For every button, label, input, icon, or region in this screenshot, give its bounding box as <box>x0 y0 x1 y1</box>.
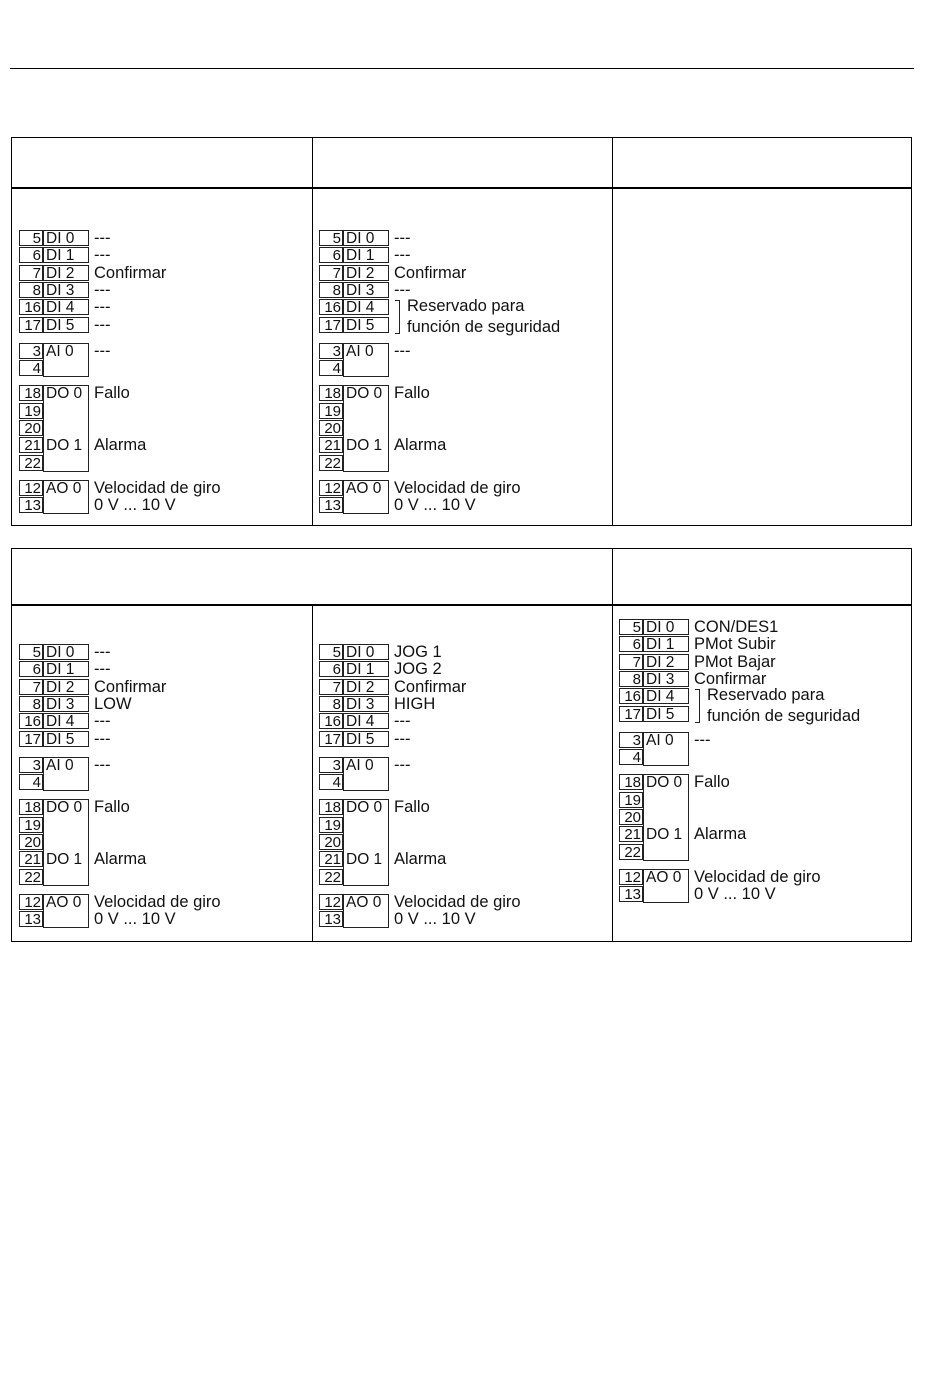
speed-output-text: Velocidad de giro <box>694 867 821 886</box>
terminal-pin-number: 7 <box>19 679 43 695</box>
terminal-pin-number: 13 <box>19 497 43 513</box>
fault-output-text: Fallo <box>94 798 130 817</box>
digital-input-label: DI 1 <box>343 661 389 677</box>
terminal-pin-number: 7 <box>319 679 343 695</box>
fault-output-text: Fallo <box>94 384 130 403</box>
terminal-pin-number: 17 <box>19 731 43 747</box>
fault-output-text: Fallo <box>394 798 430 817</box>
terminal-pin-number: 13 <box>319 497 343 513</box>
digital-input-label: DI 5 <box>343 731 389 747</box>
terminal-pin-number: 16 <box>619 688 643 704</box>
input-function-text: --- <box>94 643 111 661</box>
digital-input-label: DI 3 <box>643 671 689 687</box>
digital-input-label: DI 1 <box>343 247 389 263</box>
terminal-pin-number: 7 <box>319 265 343 281</box>
digital-input-label: DI 2 <box>43 679 89 695</box>
terminal-pin-number: 5 <box>19 644 43 660</box>
terminal-pin-number: 16 <box>319 299 343 315</box>
analog-output-box <box>43 480 89 515</box>
terminal-pin-number: 20 <box>319 834 343 850</box>
digital-input-label: DI 4 <box>643 688 689 704</box>
fault-output-text: Fallo <box>694 773 730 792</box>
fault-output-text: Fallo <box>394 384 430 403</box>
terminal-pin-number: 21 <box>619 826 643 842</box>
safety-function-text: función de seguridad <box>407 318 561 337</box>
terminal-pin-number: 16 <box>19 299 43 315</box>
analog-input-label: AI 0 <box>346 342 374 360</box>
terminal-pin-number: 8 <box>319 282 343 298</box>
terminal-pin-number: 4 <box>319 774 343 790</box>
terminal-pin-number: 8 <box>19 696 43 712</box>
input-function-text: --- <box>394 280 411 299</box>
analog-input-function-text: --- <box>94 755 111 774</box>
digital-output-1-label: DO 1 <box>646 826 683 844</box>
terminal-pin-number: 13 <box>619 886 643 902</box>
terminal-pin-number: 8 <box>619 671 643 687</box>
speed-output-text: Velocidad de giro <box>394 478 521 497</box>
terminal-pin-number: 20 <box>19 834 43 850</box>
terminal-pin-number: 22 <box>19 869 43 885</box>
digital-input-label: DI 0 <box>343 230 389 246</box>
digital-input-label: DI 1 <box>43 661 89 677</box>
input-function-text: --- <box>94 729 111 748</box>
digital-input-label: DI 5 <box>43 731 89 747</box>
input-function-text: PMot Subir <box>694 635 776 654</box>
input-function-text: --- <box>94 246 111 265</box>
column-divider <box>612 138 613 525</box>
analog-input-label: AI 0 <box>346 756 374 774</box>
voltage-range-text: 0 V ... 10 V <box>94 496 176 515</box>
digital-output-1-label: DO 1 <box>346 851 383 869</box>
input-function-text: LOW <box>94 694 132 713</box>
analog-output-label: AO 0 <box>46 893 82 911</box>
terminal-pin-number: 16 <box>19 713 43 729</box>
safety-reserved-text: Reservado para <box>707 686 825 705</box>
alarm-output-text: Alarma <box>394 850 447 869</box>
terminal-pin-number: 22 <box>319 455 343 471</box>
analog-output-label: AO 0 <box>346 479 382 497</box>
digital-input-label: DI 5 <box>343 317 389 333</box>
terminal-pin-number: 12 <box>19 894 43 910</box>
analog-input-function-text: --- <box>394 755 411 774</box>
terminal-pin-number: 21 <box>19 437 43 453</box>
terminal-pin-number: 17 <box>319 731 343 747</box>
wiring-table-2 <box>11 548 912 942</box>
terminal-pin-number: 4 <box>19 774 43 790</box>
digital-input-label: DI 4 <box>343 713 389 729</box>
terminal-pin-number: 6 <box>319 247 343 263</box>
digital-output-1-label: DO 1 <box>46 437 83 455</box>
analog-input-label: AI 0 <box>46 756 74 774</box>
digital-output-box <box>43 385 89 472</box>
digital-output-1-label: DO 1 <box>346 437 383 455</box>
column-divider <box>312 604 313 941</box>
speed-output-text: Velocidad de giro <box>94 892 221 911</box>
digital-output-0-label: DO 0 <box>646 774 683 792</box>
column-divider <box>612 549 613 941</box>
digital-output-0-label: DO 0 <box>46 385 83 403</box>
input-function-text: Confirmar <box>394 677 467 696</box>
digital-output-box <box>343 385 389 472</box>
terminal-pin-number: 5 <box>319 230 343 246</box>
input-function-text: --- <box>94 280 111 299</box>
terminal-pin-number: 12 <box>319 480 343 496</box>
digital-input-label: DI 4 <box>43 713 89 729</box>
input-function-text: JOG 2 <box>394 660 442 679</box>
digital-input-label: DI 2 <box>343 265 389 281</box>
analog-output-box <box>343 894 389 929</box>
input-function-text: --- <box>394 229 411 247</box>
digital-input-label: DI 4 <box>43 299 89 315</box>
input-function-text: CON/DES1 <box>694 618 779 636</box>
analog-output-box <box>643 869 689 904</box>
terminal-pin-number: 3 <box>619 732 643 748</box>
alarm-output-text: Alarma <box>394 436 447 455</box>
terminal-pin-number: 17 <box>619 706 643 722</box>
safety-bracket <box>695 689 700 723</box>
input-function-text: --- <box>394 729 411 748</box>
digital-input-label: DI 2 <box>643 654 689 670</box>
analog-input-function-text: --- <box>694 730 711 749</box>
terminal-pin-number: 7 <box>619 654 643 670</box>
digital-output-0-label: DO 0 <box>46 799 83 817</box>
input-function-text: Confirmar <box>694 669 767 688</box>
terminal-pin-number: 22 <box>19 455 43 471</box>
input-function-text: --- <box>94 660 111 679</box>
terminal-pin-number: 20 <box>319 420 343 436</box>
analog-input-box <box>343 343 389 378</box>
terminal-pin-number: 4 <box>319 360 343 376</box>
analog-input-box <box>43 757 89 792</box>
digital-output-0-label: DO 0 <box>346 385 383 403</box>
terminal-pin-number: 6 <box>19 247 43 263</box>
terminal-pin-number: 18 <box>19 385 43 401</box>
digital-output-0-label: DO 0 <box>346 799 383 817</box>
digital-input-label: DI 4 <box>343 299 389 315</box>
input-function-text: --- <box>94 712 111 731</box>
terminal-pin-number: 3 <box>319 757 343 773</box>
digital-input-label: DI 3 <box>43 696 89 712</box>
terminal-pin-number: 3 <box>19 343 43 359</box>
input-function-text: --- <box>394 246 411 265</box>
terminal-pin-number: 20 <box>19 420 43 436</box>
digital-input-label: DI 1 <box>643 636 689 652</box>
digital-output-box <box>43 799 89 886</box>
speed-output-text: Velocidad de giro <box>394 892 521 911</box>
terminal-pin-number: 19 <box>319 403 343 419</box>
terminal-pin-number: 3 <box>319 343 343 359</box>
input-function-text: --- <box>394 712 411 731</box>
input-function-text: --- <box>94 298 111 317</box>
table-2-header-right <box>612 549 911 606</box>
wiring-table-1 <box>11 137 912 526</box>
digital-input-label: DI 3 <box>43 282 89 298</box>
analog-input-box <box>43 343 89 378</box>
digital-input-label: DI 0 <box>43 230 89 246</box>
analog-input-function-text: --- <box>394 341 411 360</box>
analog-output-label: AO 0 <box>646 868 682 886</box>
terminal-pin-number: 18 <box>319 385 343 401</box>
terminal-pin-number: 18 <box>619 774 643 790</box>
digital-output-box <box>643 774 689 861</box>
digital-input-label: DI 0 <box>343 644 389 660</box>
digital-input-label: DI 2 <box>343 679 389 695</box>
digital-input-label: DI 3 <box>343 696 389 712</box>
terminal-pin-number: 19 <box>19 817 43 833</box>
terminal-pin-number: 12 <box>319 894 343 910</box>
terminal-pin-number: 20 <box>619 809 643 825</box>
terminal-pin-number: 5 <box>319 644 343 660</box>
voltage-range-text: 0 V ... 10 V <box>394 496 476 515</box>
terminal-pin-number: 19 <box>19 403 43 419</box>
terminal-pin-number: 4 <box>619 749 643 765</box>
terminal-pin-number: 12 <box>19 480 43 496</box>
digital-input-label: DI 2 <box>43 265 89 281</box>
terminal-pin-number: 21 <box>319 851 343 867</box>
analog-input-function-text: --- <box>94 341 111 360</box>
terminal-pin-number: 19 <box>619 792 643 808</box>
terminal-pin-number: 6 <box>319 661 343 677</box>
terminal-pin-number: 13 <box>319 911 343 927</box>
voltage-range-text: 0 V ... 10 V <box>694 885 776 904</box>
safety-bracket <box>395 300 400 334</box>
input-function-text: HIGH <box>394 694 436 713</box>
terminal-pin-number: 6 <box>19 661 43 677</box>
terminal-pin-number: 7 <box>19 265 43 281</box>
analog-output-label: AO 0 <box>346 893 382 911</box>
terminal-pin-number: 18 <box>319 799 343 815</box>
terminal-pin-number: 17 <box>19 317 43 333</box>
terminal-pin-number: 21 <box>319 437 343 453</box>
analog-output-label: AO 0 <box>46 479 82 497</box>
input-function-text: --- <box>94 315 111 334</box>
table-2-header-left <box>12 549 612 606</box>
input-function-text: Confirmar <box>94 263 167 282</box>
digital-output-1-label: DO 1 <box>46 851 83 869</box>
digital-output-box <box>343 799 389 886</box>
terminal-pin-number: 5 <box>19 230 43 246</box>
alarm-output-text: Alarma <box>694 825 747 844</box>
digital-input-label: DI 0 <box>43 644 89 660</box>
voltage-range-text: 0 V ... 10 V <box>94 910 176 929</box>
table-1-header-row <box>12 138 911 189</box>
analog-output-box <box>343 480 389 515</box>
analog-input-box <box>643 732 689 767</box>
analog-output-box <box>43 894 89 929</box>
terminal-pin-number: 8 <box>19 282 43 298</box>
analog-input-box <box>343 757 389 792</box>
digital-input-label: DI 5 <box>43 317 89 333</box>
input-function-text: Confirmar <box>94 677 167 696</box>
digital-input-label: DI 3 <box>343 282 389 298</box>
speed-output-text: Velocidad de giro <box>94 478 221 497</box>
input-function-text: JOG 1 <box>394 643 442 661</box>
terminal-pin-number: 22 <box>619 844 643 860</box>
safety-reserved-text: Reservado para <box>407 297 525 316</box>
terminal-pin-number: 22 <box>319 869 343 885</box>
digital-input-label: DI 5 <box>643 706 689 722</box>
terminal-pin-number: 19 <box>319 817 343 833</box>
terminal-pin-number: 12 <box>619 869 643 885</box>
terminal-pin-number: 4 <box>19 360 43 376</box>
digital-input-label: DI 1 <box>43 247 89 263</box>
analog-input-label: AI 0 <box>646 731 674 749</box>
input-function-text: PMot Bajar <box>694 652 776 671</box>
terminal-pin-number: 3 <box>19 757 43 773</box>
terminal-pin-number: 16 <box>319 713 343 729</box>
digital-input-label: DI 0 <box>643 619 689 635</box>
terminal-pin-number: 13 <box>19 911 43 927</box>
input-function-text: --- <box>94 229 111 247</box>
terminal-pin-number: 18 <box>19 799 43 815</box>
terminal-pin-number: 5 <box>619 619 643 635</box>
analog-input-label: AI 0 <box>46 342 74 360</box>
voltage-range-text: 0 V ... 10 V <box>394 910 476 929</box>
alarm-output-text: Alarma <box>94 850 147 869</box>
terminal-pin-number: 6 <box>619 636 643 652</box>
alarm-output-text: Alarma <box>94 436 147 455</box>
input-function-text: Confirmar <box>394 263 467 282</box>
page-header-rule <box>10 68 914 69</box>
terminal-pin-number: 17 <box>319 317 343 333</box>
safety-function-text: función de seguridad <box>707 707 861 726</box>
terminal-pin-number: 8 <box>319 696 343 712</box>
column-divider <box>312 138 313 525</box>
terminal-pin-number: 21 <box>19 851 43 867</box>
